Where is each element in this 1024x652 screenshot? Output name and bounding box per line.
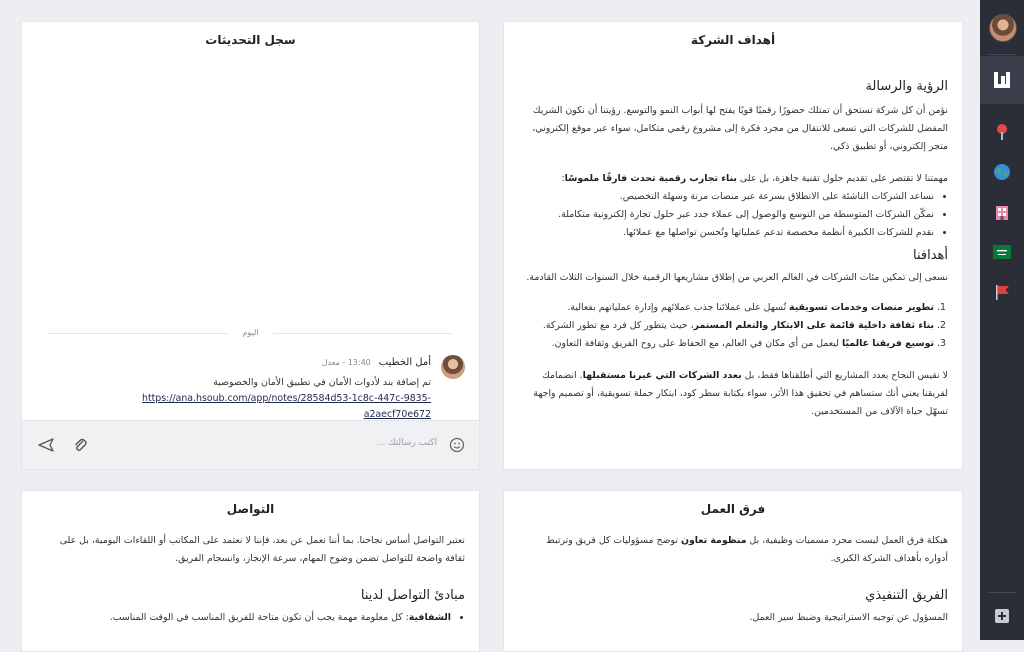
card-title: سجل التحديثات — [205, 33, 296, 47]
message-body — [131, 375, 431, 423]
vision-paragraph: نؤمن أن كل شركة تستحق أن تمتلك حضورًا رقميًا قويًا يفتح لها أبواب النمو والتوسع. رؤيتنا أن نكون الشريك المفضل للشركات التي تسعى للانتقال من مجرد فكرة إلى مشروع رقمي متكامل، سواء عبر موقع إلكتروني، متجر إلكتروني، أو تطبيق ذكي. — [532, 105, 948, 152]
communication-paragraph: نعتبر التواصل أساس نجاحنا. بما أننا نعمل عن بعد، فإننا لا نعتمد على المكاتب أو اللقاءات اليومية، بل على ثقافة واضحة للتواصل تضمن وضوح المهام، سرعة الإنجاز، وانسجام الفريق. — [59, 535, 465, 564]
vision-heading: الرؤية والرسالة — [865, 79, 948, 94]
principles-list — [38, 609, 465, 627]
message-text: تم إضافة بند لأدوات الأمان في تطبيق الأمان والخصوصية — [213, 377, 431, 388]
rail-divider — [988, 592, 1016, 593]
list-item: 3. توسيع فريقنا عالميًا ليعمل من أي مكان في العالم، مع الحفاظ على روح الفريق وثقافة التعاون. — [520, 335, 934, 353]
message-link[interactable]: https://ana.hsoub.com/app/notes/28584d53-1c8c-447c-9835-a2aecf70e672 — [142, 393, 431, 420]
list-item: • نمكّن الشركات المتوسطة من التوسع والوصول إلى عملاء جدد عبر حلول تجارة إلكترونية متكاملة. — [520, 206, 934, 224]
message-input[interactable]: اكتب رسالتك ... — [376, 438, 437, 448]
mission-list — [520, 188, 948, 242]
rail-divider — [988, 54, 1016, 55]
company-goals-card — [503, 21, 963, 470]
send-icon[interactable] — [36, 435, 56, 455]
saudi-flag-icon[interactable] — [986, 236, 1018, 268]
building-icon[interactable] — [986, 196, 1018, 228]
red-flag-icon[interactable] — [986, 276, 1018, 308]
mission-paragraph: مهمتنا لا تقتصر على تقديم حلول تقنية جاهزة، بل على بناء تجارب رقمية تحدث فارقًا ملموسًا: — [561, 173, 948, 184]
list-item: 2. بناء ثقافة داخلية قائمة على الابتكار والتعلم المستمر، حيث يتطور كل فرد مع تطور الشركة. — [520, 317, 934, 335]
goals-heading: أهدافنا — [912, 248, 948, 263]
communication-card — [21, 490, 480, 652]
brand-logo-icon[interactable] — [986, 64, 1018, 96]
list-item: • نساعد الشركات الناشئة على الانطلاق بسرعة عبر منصات مرنة وسهلة التخصيص. — [520, 188, 934, 206]
exec-team-heading: الفريق التنفيذي — [865, 588, 948, 603]
emoji-icon[interactable] — [447, 435, 467, 455]
app-rail — [980, 0, 1024, 640]
closing-paragraph: لا نقيس النجاح بعدد المشاريع التي أطلقناها فقط، بل بعدد الشركات التي غيرنا مستقبلها. انضمامك لفريقنا يعني أنك ستساهم في تحقيق هذا الأثر، سواء بكتابة سطر كود، ابتكار حملة تسويقية، أو تصميم واجهة تسهّل حياة الآلاف من المستخدمين. — [533, 370, 948, 417]
add-icon[interactable] — [986, 600, 1018, 632]
list-item: • نقدم للشركات الكبيرة أنظمة مخصصة تدعم عملياتها وتُحسن تواصلها مع عملائها. — [520, 224, 934, 242]
message-author[interactable]: أمل الخطيب — [378, 357, 431, 368]
globe-icon[interactable] — [986, 156, 1018, 188]
exec-team-text: المسؤول عن توجيه الاستراتيجية وضبط سير العمل. — [749, 612, 948, 623]
avatar[interactable] — [441, 355, 465, 379]
pin-icon[interactable] — [986, 116, 1018, 148]
teams-paragraph: هيكلة فرق العمل ليست مجرد مسميات وظيفية، بل منظومة تعاون توضح مسؤوليات كل فريق وترتبط أدواره بأهداف الشركة الكبرى. — [546, 535, 948, 564]
goals-intro: نسعى إلى تمكين مئات الشركات في العالم العربي من إطلاق مشاريعها الرقمية خلال السنوات الثلاث القادمة. — [526, 272, 948, 283]
attachment-icon[interactable] — [70, 435, 90, 455]
list-item: • الشفافية: كل معلومة مهمة يجب أن تكون متاحة للفريق المناسب في الوقت المناسب. — [38, 609, 451, 627]
message-composer — [22, 420, 479, 469]
update-log-card — [21, 21, 480, 470]
message-meta: 13:40 - معدل — [321, 358, 371, 367]
user-avatar[interactable] — [989, 14, 1017, 42]
list-item: 1. تطوير منصات وخدمات تسويقية تُسهل على عملائنا جذب عملائهم وإدارة عملياتهم بفعالية. — [520, 299, 934, 317]
day-separator: اليوم — [22, 328, 479, 337]
card-title: فرق العمل — [700, 502, 766, 516]
goals-numbered-list — [520, 299, 948, 353]
card-title: أهداف الشركة — [690, 33, 776, 47]
principles-heading: مبادئ التواصل لدينا — [360, 588, 465, 603]
work-teams-card — [503, 490, 963, 652]
card-title: التواصل — [226, 502, 275, 516]
